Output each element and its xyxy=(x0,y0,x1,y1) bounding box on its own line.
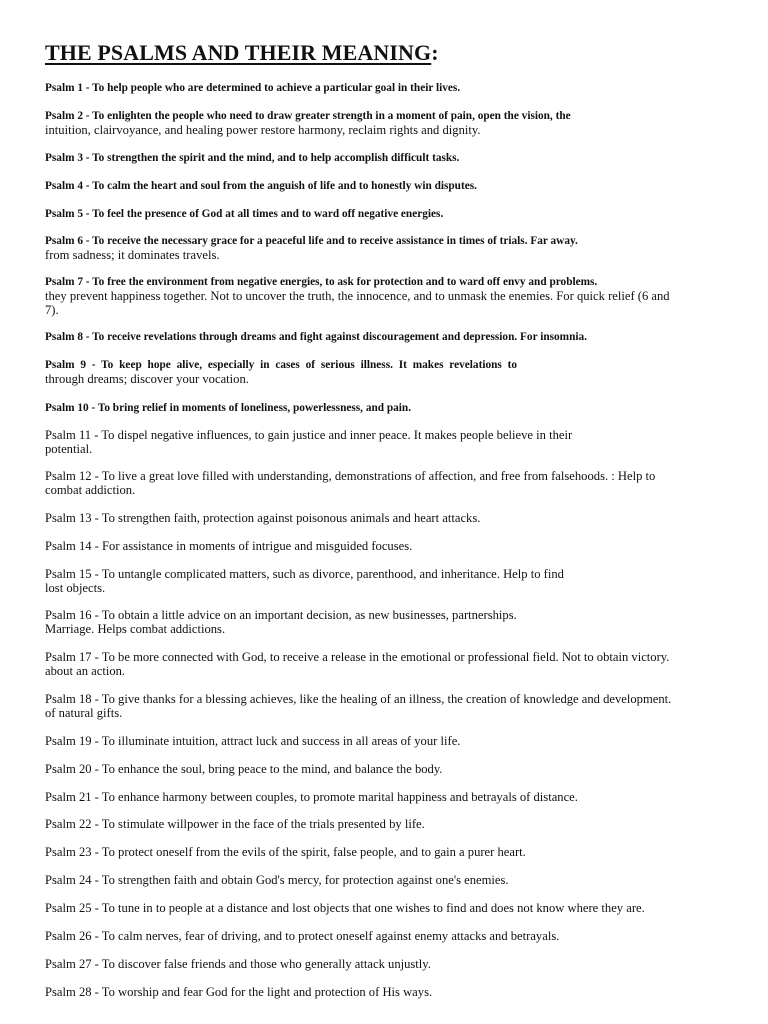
psalm-entry-18 xyxy=(45,692,755,720)
psalm-entry-line: they prevent happiness together. Not to uncover the truth, the innocence, and to unmask the enemies. For quick relief (6 and xyxy=(45,289,670,303)
psalm-entry-line: Psalm 14 - For assistance in moments of intrigue and misguided focuses. xyxy=(45,539,413,553)
psalm-entry-line: Psalm 24 - To strengthen faith and obtain God's mercy, for protection against one's enemies. xyxy=(45,873,509,887)
psalm-entry-line: Psalm 28 - To worship and fear God for the light and protection of His ways. xyxy=(45,985,433,999)
psalm-entry-line: Psalm 26 - To calm nerves, fear of driving, and to protect oneself against enemy attacks and betrayals. xyxy=(45,929,560,943)
page-title-colon: : xyxy=(431,40,439,65)
psalm-entry-line: Psalm 1 - To help people who are determined to achieve a particular goal in their lives. xyxy=(45,82,461,94)
psalm-entry-line: Psalm 16 - To obtain a little advice on an important decision, as new businesses, partnerships. xyxy=(45,608,517,622)
psalm-entry-2 xyxy=(45,109,755,137)
psalm-entry-8 xyxy=(45,330,755,344)
psalm-entry-3 xyxy=(45,151,755,165)
page-title xyxy=(45,40,439,66)
page-title-text: THE PSALMS AND THEIR MEANING xyxy=(45,40,432,65)
psalm-entry-line: potential. xyxy=(45,442,93,456)
psalm-entry-9 xyxy=(45,358,755,386)
psalm-entry-line: Psalm 4 - To calm the heart and soul from the anguish of life and to honestly win disputes. xyxy=(45,180,477,192)
psalm-entry-line: Psalm 23 - To protect oneself from the evils of the spirit, false people, and to gain a purer heart. xyxy=(45,845,526,859)
psalm-entry-line: Psalm 13 - To strengthen faith, protection against poisonous animals and heart attacks. xyxy=(45,511,481,525)
psalm-entry-line: intuition, clairvoyance, and healing power restore harmony, reclaim rights and dignity. xyxy=(45,123,481,137)
psalm-entry-4 xyxy=(45,179,755,193)
psalm-entry-line: lost objects. xyxy=(45,581,106,595)
psalm-entry-5 xyxy=(45,207,755,221)
psalm-entry-line: 7). xyxy=(45,303,59,317)
psalm-entry-10 xyxy=(45,401,755,415)
psalm-entry-15 xyxy=(45,567,755,595)
psalm-entry-1 xyxy=(45,81,755,95)
psalm-entry-line: combat addiction. xyxy=(45,483,136,497)
psalm-entry-line: Psalm 2 - To enlighten the people who need to draw greater strength in a moment of pain, open the vision, the xyxy=(45,110,571,122)
psalm-entry-line: Psalm 3 - To strengthen the spirit and the mind, and to help accomplish difficult tasks. xyxy=(45,152,460,164)
psalm-entry-28 xyxy=(45,985,755,999)
psalm-entry-line: through dreams; discover your vocation. xyxy=(45,372,249,386)
psalm-entry-line: Psalm 21 - To enhance harmony between couples, to promote marital happiness and betrayals of distance. xyxy=(45,790,578,804)
psalm-entry-24 xyxy=(45,873,755,887)
psalm-entry-line: of natural gifts. xyxy=(45,706,123,720)
psalm-entry-line: Psalm 8 - To receive revelations through dreams and fight against discouragement and depression. For insomnia. xyxy=(45,331,587,343)
psalm-entry-line: Psalm 5 - To feel the presence of God at all times and to ward off negative energies. xyxy=(45,208,444,220)
psalm-entry-21 xyxy=(45,790,755,804)
psalm-entry-23 xyxy=(45,845,755,859)
psalm-entry-line: Psalm 22 - To stimulate willpower in the face of the trials presented by life. xyxy=(45,817,425,831)
psalm-entry-line: Psalm 11 - To dispel negative influences, to gain justice and inner peace. It makes people believe in their xyxy=(45,428,573,442)
psalm-entry-line: Marriage. Helps combat addictions. xyxy=(45,622,226,636)
psalm-entry-19 xyxy=(45,734,755,748)
psalm-entry-line: from sadness; it dominates travels. xyxy=(45,248,220,262)
psalm-entry-25 xyxy=(45,901,755,915)
psalm-entry-13 xyxy=(45,511,755,525)
psalm-entry-line: Psalm 19 - To illuminate intuition, attract luck and success in all areas of your life. xyxy=(45,734,461,748)
psalm-entry-line: Psalm 27 - To discover false friends and those who generally attack unjustly. xyxy=(45,957,431,971)
psalm-entry-11 xyxy=(45,428,755,456)
psalm-entry-line: Psalm 7 - To free the environment from negative energies, to ask for protection and to ward off envy and problems. xyxy=(45,276,598,288)
psalm-entry-6 xyxy=(45,234,755,262)
psalm-entry-14 xyxy=(45,539,755,553)
psalm-entry-line: Psalm 20 - To enhance the soul, bring peace to the mind, and balance the body. xyxy=(45,762,443,776)
psalm-entry-17 xyxy=(45,650,755,678)
psalm-entry-line: Psalm 25 - To tune in to people at a distance and lost objects that one wishes to find and does not know where they are. xyxy=(45,901,645,915)
psalm-entry-20 xyxy=(45,762,755,776)
psalm-entry-16 xyxy=(45,608,755,636)
psalm-entry-7 xyxy=(45,275,755,317)
psalm-entry-27 xyxy=(45,957,755,971)
psalm-entry-line: Psalm 10 - To bring relief in moments of loneliness, powerlessness, and pain. xyxy=(45,402,412,414)
psalm-entry-line: Psalm 18 - To give thanks for a blessing achieves, like the healing of an illness, the creation of knowledge and development. xyxy=(45,692,672,706)
psalm-entry-line: about an action. xyxy=(45,664,126,678)
psalm-entry-12 xyxy=(45,469,755,497)
psalm-entry-22 xyxy=(45,817,755,831)
psalm-entry-line: Psalm 17 - To be more connected with God, to receive a release in the emotional or professional field. Not to obtain victory. xyxy=(45,650,670,664)
psalm-entry-line: Psalm 15 - To untangle complicated matters, such as divorce, parenthood, and inheritance. Help to find xyxy=(45,567,564,581)
psalm-entry-line: Psalm 12 - To live a great love filled with understanding, demonstrations of affection, and free from falsehoods. : Help to xyxy=(45,469,656,483)
psalm-entry-26 xyxy=(45,929,755,943)
psalm-entry-line: Psalm 6 - To receive the necessary grace for a peaceful life and to receive assistance in times of trials. Far away. xyxy=(45,235,578,247)
psalm-entry-line: Psalm 9 - To keep hope alive, especially in cases of serious illness. It makes revelations to xyxy=(45,359,518,371)
